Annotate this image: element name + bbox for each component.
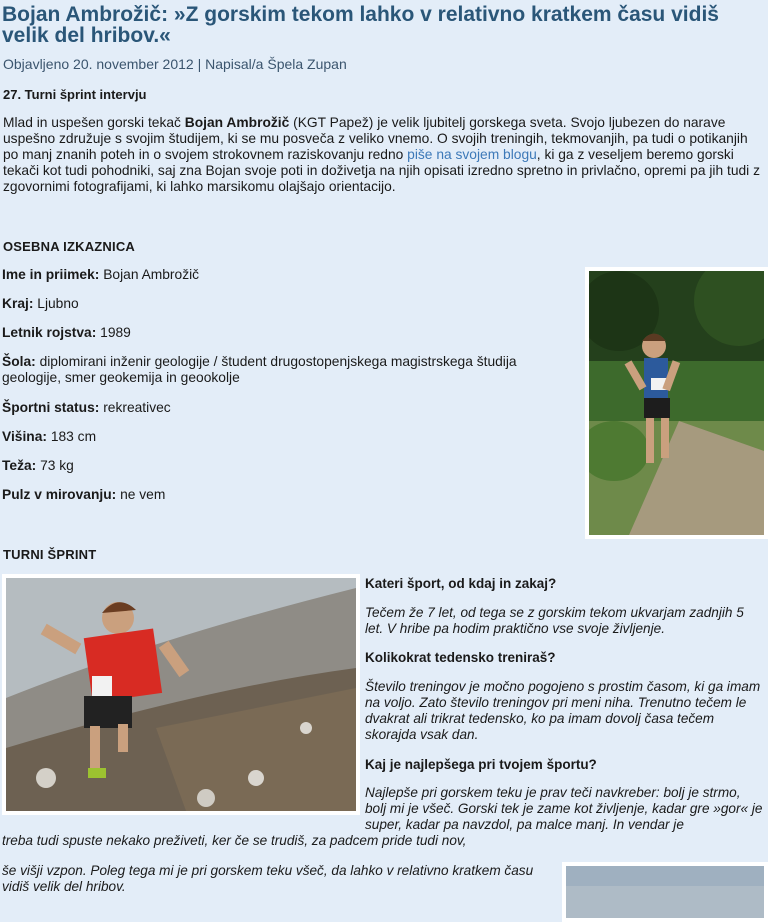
answer-3-part-3: še višji vzpon. Poleg tega mi je pri gorskem teku všeč, da lahko v relativno kratkem času vidiš velik del hribov. (2, 863, 534, 894)
blog-link[interactable]: piše na svojem blogu (407, 147, 537, 162)
field-value: ne vem (116, 487, 166, 502)
answer-2: Število treningov je močno pogojeno s prostim časom, ki ga imam na voljo. Zato število treningov pri meni niha. Trenutno tečem le dvakrat ali trikrat tedensko, ko pa imam dovolj časa tečem skorajda vsak dan. (365, 679, 761, 742)
intro-text-1: Mlad in uspešen gorski tekač (3, 115, 185, 130)
field-value: 183 cm (47, 429, 97, 444)
profile-field-status (2, 400, 572, 416)
sprint-heading: TURNI ŠPRINT (3, 547, 97, 562)
field-label: Ime in priimek: (2, 267, 100, 282)
intro-text-2: (KGT Papež) je velik ljubitelj gorskega sveta. Svojo ljubezen do narave uspešno združuje s svojim študijem, ki se mu posveča z veliko vnemo. O svojih treningih, tekmovanjih, pa tudi o potikanjih po manj znanih poteh in o svojem strokovnem raziskovanju redno (3, 115, 748, 162)
profile-heading: OSEBNA IZKAZNICA (3, 239, 135, 254)
intro-text-3: , ki ga z veseljem beremo gorski tekači kot tudi pohodniki, saj zna Bojan svoje poti in doživetja na njih opisati izredno spretno in privlačno, opremi pa jih tudi z zgovornimi fotografijami, ki lahko marsikomu olajšajo orientacijo. (3, 147, 760, 194)
field-value: Ljubno (33, 296, 79, 311)
profile-field-school (2, 354, 572, 386)
field-label: Višina: (2, 429, 47, 444)
intro-paragraph (3, 115, 765, 195)
runner-action-photo (2, 574, 360, 815)
field-value: rekreativec (99, 400, 171, 415)
field-label: Kraj: (2, 296, 34, 311)
profile-field-weight (2, 458, 572, 474)
field-label: Športni status: (2, 400, 100, 415)
answer-3-part-2: treba tudi spuste nekako preživeti, ker če se trudiš, za padcem pride tudi nov, (2, 833, 467, 848)
article-meta: Objavljeno 20. november 2012 | Napisal/a Špela Zupan (3, 56, 347, 72)
question-1: Kateri šport, od kdaj in zakaj? (365, 576, 557, 591)
runner-portrait-photo (585, 267, 768, 539)
field-label: Šola: (2, 354, 36, 369)
profile-field-town (2, 296, 572, 312)
answer-3-part-1: Najlepše pri gorskem teku je prav teči navkreber: bolj je strmo, bolj mi je všeč. Gorski tek je zame kot življenje, kadar gre »gor« je super, kadar pa navzdol, pa malce manj. In vendar je (365, 785, 763, 832)
question-3: Kaj je najlepšega pri tvojem športu? (365, 757, 597, 772)
field-value: Bojan Ambrožič (99, 267, 200, 282)
profile-field-height (2, 429, 572, 445)
intro-name: Bojan Ambrožič (184, 115, 290, 130)
profile-field-birth-year (2, 325, 572, 341)
question-2: Kolikokrat tedensko treniraš? (365, 650, 556, 665)
field-value: 1989 (96, 325, 131, 340)
article-title: Bojan Ambrožič: »Z gorskim tekom lahko v relativno kratkem času vidiš velik del hribov.« (2, 3, 719, 47)
field-label: Teža: (2, 458, 37, 473)
field-value: 73 kg (36, 458, 74, 473)
field-label: Pulz v mirovanju: (2, 487, 117, 502)
field-value: diplomirani inženir geologije / študent drugostopenjskega magistrskega študija geologije, smer geokemija in geookolje (2, 354, 517, 385)
third-photo (562, 862, 768, 922)
field-label: Letnik rojstva: (2, 325, 97, 340)
profile-field-name (2, 267, 572, 283)
answer-1: Tečem že 7 let, od tega se z gorskim tekom ukvarjam zadnjih 5 let. V hribe pa hodim praktično vse svoje življenje. (365, 605, 744, 636)
interview-label: 27. Turni šprint intervju (3, 87, 147, 102)
profile-field-pulse (2, 487, 572, 503)
